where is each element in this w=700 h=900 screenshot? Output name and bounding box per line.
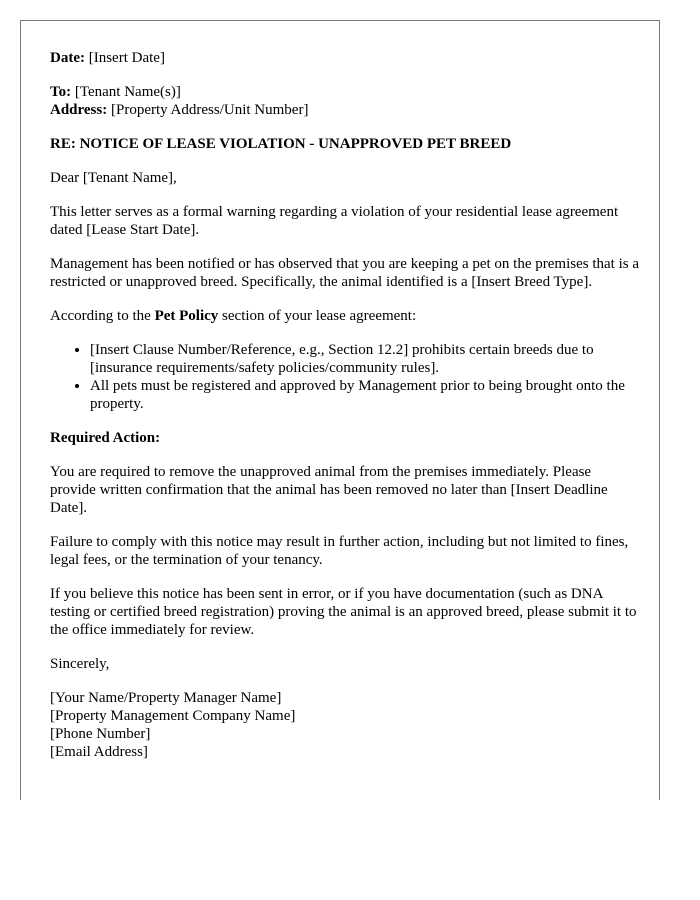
policy-line — [50, 307, 640, 325]
list-item: • All pets must be registered and approved by Management prior to being brought onto the property. — [90, 377, 640, 413]
signature-email: [Email Address] — [50, 744, 148, 760]
closing: Sincerely, — [50, 656, 110, 672]
signature-name: [Your Name/Property Manager Name] — [50, 690, 282, 706]
signature-block — [50, 689, 640, 761]
recipient-block — [50, 83, 640, 119]
paragraph-error: If you believe this notice has been sent in error, or if you have documentation (such as DNA testing or certified breed registration) proving the animal is an approved breed, please submit it to the office immediately for review. — [50, 586, 637, 638]
subject-line: RE: NOTICE OF LEASE VIOLATION - UNAPPROVED PET BREED — [50, 136, 512, 152]
policy-prefix: According to the — [50, 308, 155, 324]
date-value: [Insert Date] — [84, 50, 165, 66]
letter-body — [50, 49, 640, 777]
policy-suffix: section of your lease agreement: — [218, 308, 417, 324]
required-action-heading: Required Action: — [50, 430, 161, 446]
paragraph-required: You are required to remove the unapproved animal from the premises immediately. Please provide written confirmation that the animal has been removed no later than [Insert Deadline Date]. — [50, 464, 608, 516]
to-label: To: — [50, 84, 72, 100]
signature-company: [Property Management Company Name] — [50, 708, 296, 724]
policy-bold: Pet Policy — [154, 308, 219, 324]
address-label: Address: — [50, 102, 108, 118]
paragraph-notified: Management has been notified or has observed that you are keeping a pet on the premises that is a restricted or unapproved breed. Specifically, the animal identified is a [Insert Breed Type]. — [50, 256, 639, 290]
policy-list — [50, 341, 640, 413]
paragraph-intro: This letter serves as a formal warning regarding a violation of your residential lease agreement dated [Lease Start Date]. — [50, 204, 619, 238]
address-value: [Property Address/Unit Number] — [107, 102, 309, 118]
signature-phone: [Phone Number] — [50, 726, 151, 742]
paragraph-failure: Failure to comply with this notice may result in further action, including but not limited to fines, legal fees, or the termination of your tenancy. — [50, 534, 629, 568]
list-item: • [Insert Clause Number/Reference, e.g., Section 12.2] prohibits certain breeds due to [insurance requirements/safety policies/community rules]. — [90, 341, 640, 377]
salutation: Dear [Tenant Name], — [50, 170, 177, 186]
date-label: Date: — [50, 50, 85, 66]
date-line — [50, 49, 640, 67]
to-value: [Tenant Name(s)] — [71, 84, 181, 100]
letter-page — [20, 20, 660, 800]
